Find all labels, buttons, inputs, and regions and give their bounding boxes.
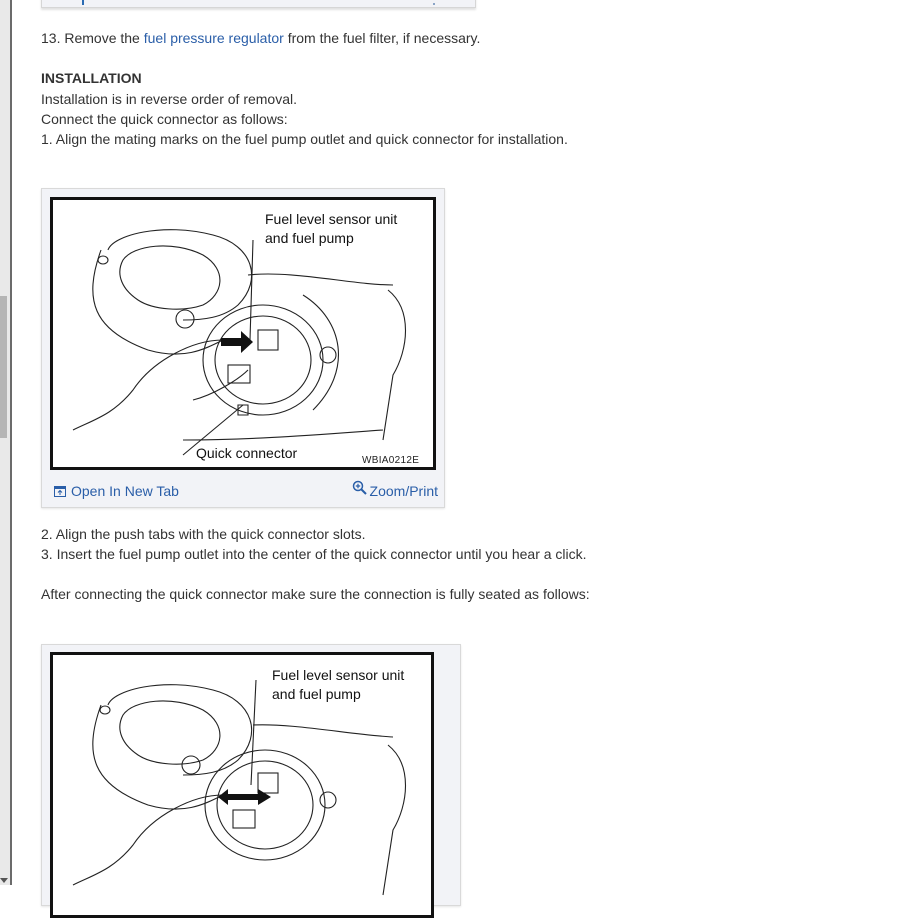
step-1: 1. Align the mating marks on the fuel pump outlet and quick connector for installation. [41, 131, 568, 147]
step-13 [41, 30, 480, 47]
installation-heading: INSTALLATION [41, 70, 142, 86]
scrollbar-thumb[interactable] [0, 296, 7, 438]
step-3: 3. Insert the fuel pump outlet into the center of the quick connector until you hear a click. [41, 546, 587, 562]
fig1-label-line2: and fuel pump [265, 230, 354, 246]
fuel-pump-illustration-1 [53, 200, 433, 467]
fig1-code: WBIA0212E [362, 455, 420, 466]
previous-figure-link-fragment[interactable] [82, 0, 84, 5]
left-scrollbar[interactable] [0, 0, 12, 885]
figure-image-2[interactable] [50, 652, 434, 918]
step-13-prefix: 13. Remove the [41, 30, 144, 46]
open-in-new-tab-button[interactable] [54, 483, 179, 499]
step-2: 2. Align the push tabs with the quick connector slots. [41, 526, 366, 542]
fuel-pump-illustration-2 [53, 655, 431, 915]
fig1-label-line1: Fuel level sensor unit [265, 211, 398, 227]
previous-figure-card [41, 0, 476, 8]
fuel-pressure-regulator-link[interactable]: fuel pressure regulator [143, 30, 284, 46]
zoom-print-button[interactable] [352, 483, 438, 499]
previous-figure-zoom-fragment[interactable] [433, 3, 435, 5]
installation-line-2: Connect the quick connector as follows: [41, 111, 288, 127]
figure-card-2 [41, 644, 461, 906]
installation-line-1: Installation is in reverse order of removal. [41, 91, 297, 107]
fig2-label-line1: Fuel level sensor unit [272, 667, 405, 683]
fig1-label-quick-connector: Quick connector [196, 445, 298, 461]
zoom-print-label: Zoom/Print [369, 483, 438, 499]
open-new-tab-icon [54, 486, 66, 497]
figure-card-1 [41, 188, 445, 508]
fig2-label-line2: and fuel pump [272, 686, 361, 702]
step-13-suffix: from the fuel filter, if necessary. [283, 30, 481, 46]
zoom-in-icon [352, 480, 368, 496]
after-connecting-text: After connecting the quick connector make sure the connection is fully seated as follows: [41, 586, 590, 602]
open-in-new-tab-label: Open In New Tab [71, 483, 179, 499]
figure-image-1[interactable] [50, 197, 436, 470]
scroll-down-arrow-icon[interactable] [0, 878, 8, 883]
